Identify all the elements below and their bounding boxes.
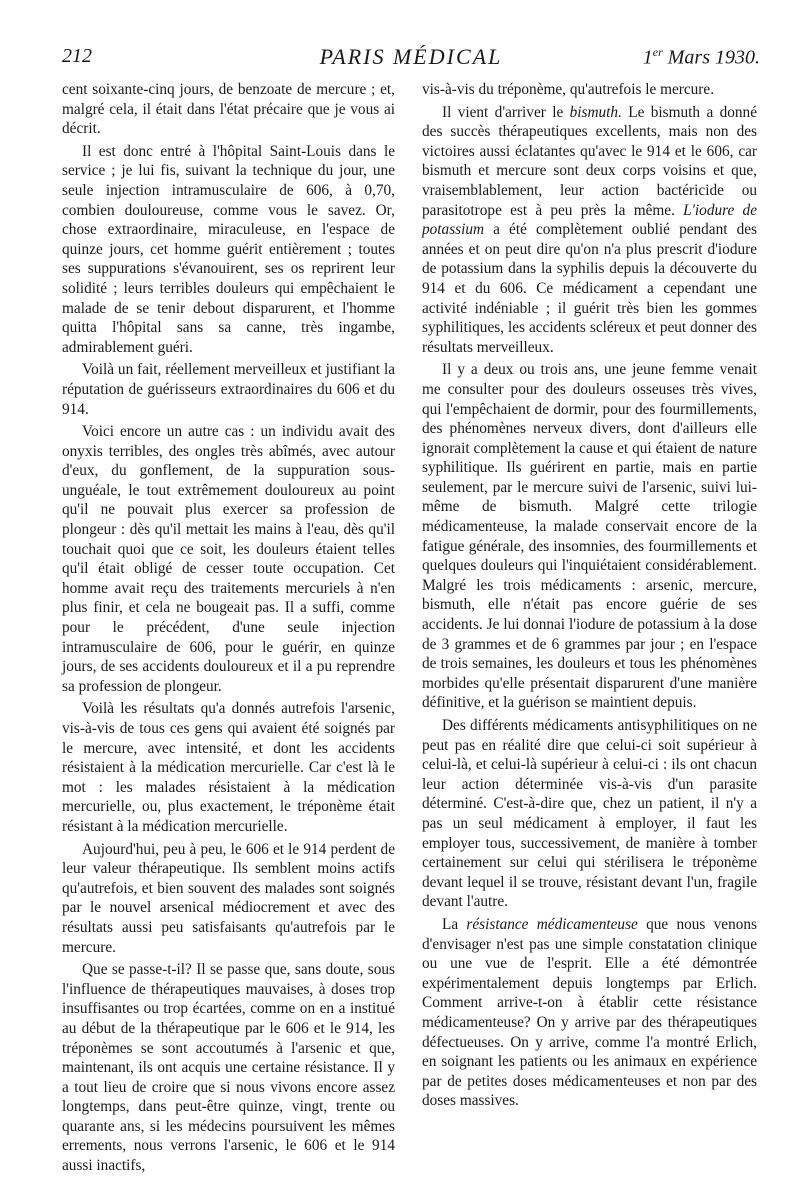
left-paragraph-2: Il est donc entré à l'hôpital Saint-Louis dans le service ; je lui fis, suivant la technique du jour, une seule injection intramusculaire de 606, à 0,70, combien douloureuse, comme vous le savez. Or, chose extraordinaire, miraculeuse, en l'espace de quinze jours, cet homme guérit entièrement ; toutes ses suppurations s'évanouirent, ses os reprirent leur solidité ; leurs terribles douleurs qui empêchaient le malade de se tenir debout disparurent, et l'homme quitta l'hôpital sans sa canne, très ingambe, admirablement guéri.	[62, 142, 395, 356]
left-paragraph-6: Aujourd'hui, peu à peu, le 606 et le 914 perdent de leur valeur thérapeutique. Ils semblent moins actifs qu'autrefois, et bien souvent des malades sont soignés par le nouvel arsenical médiocrement et avec des résultats aussi peu satisfaisants qu'autrefois par le mercure.	[62, 840, 395, 956]
right-paragraph-5-part-a: La	[442, 915, 467, 933]
issue-date-ordinal: 1	[642, 46, 653, 69]
issue-date	[643, 45, 760, 70]
resistance-emphasis: résistance médicamenteuse	[466, 915, 638, 933]
left-paragraph-3: Voilà un fait, réellement merveilleux et justifiant la réputation de guérisseurs extraordinaires du 606 et du 914.	[62, 361, 395, 418]
journal-title: PARIS MÉDICAL	[319, 44, 503, 69]
right-column	[422, 80, 757, 1114]
right-paragraph-5	[422, 915, 757, 1111]
issue-date-rest: Mars 1930.	[662, 46, 760, 69]
right-paragraph-2	[422, 103, 757, 358]
left-column	[62, 80, 395, 1179]
left-paragraph-7: Que se passe-t-il? Il se passe que, sans doute, sous l'influence de thérapeutiques mauvaises, à doses trop insuffisantes ou trop écartées, comme on en a institué au début de la thérapeutique par le 606 et le 914, les tréponèmes se sont accoutumés à l'arsenic et que, maintenant, ils ont acquis une certaine résistance. Il y a tout lieu de croire que si nous vivons encore assez longtemps, dans peut-être quinze, vingt, trente ou quarante ans, si les médecins poursuivent les mêmes errements, nous verrons l'arsenic, le 606 et le 914 aussi inactifs,	[62, 961, 395, 1175]
right-paragraph-2-part-a: Il vient d'arriver le	[442, 103, 570, 121]
right-paragraph-4: Des différents médicaments antisyphilitiques on ne peut pas en réalité dire que celui-ci soit supérieur à celui-là, et celui-là supérieur à celui-ci : ils ont chacun leur action déterminée vis-à-vis d'un parasite déterminé. C'est-à-dire que, chez un patient, il n'y a pas un seul médicament à employer, il faut les employer tous, successivement, de manière à tomber certainement sur celui qui stérilisera le tréponème devant lequel il se trouve, résistant devant l'un, fragile devant l'autre.	[422, 717, 757, 911]
right-paragraph-3: Il y a deux ou trois ans, une jeune femme venait me consulter pour des douleurs osseuses très vives, qui l'empêchaient de dormir, pour des fourmillements, des phénomènes nerveux divers, dont d'ailleurs elle ignorait complètement la cause et qui étaient de nature syphilitique. Ils guérirent en partie, mais en partie seulement, par le mercure suivi de l'arsenic, suivi lui-même de bismuth. Malgré cette trilogie médicamenteuse, la malade conservait encore de la fatigue générale, des insomnies, des fourmillements et quelques douleurs qui l'inquiétaient considérablement. Malgré les trois médicaments : arsenic, mercure, bismuth, elle n'était pas encore guérie de ses accidents. Je lui donnai l'iodure de potassium à la dose de 3 grammes et de 6 grammes par jour ; en l'espace de trois semaines, les douleurs et tous les phénomènes morbides qu'elle présentait disparurent d'une manière définitive, et la guérison se maintient depuis.	[422, 361, 757, 712]
right-paragraph-2-part-c: a été complètement oublié pendant des années et on peut dire qu'on n'a plus prescrit d'iodure de potassium dans la syphilis depuis la découverte du 914 et du 606. Ce médicament a cependant une activité indéniable ; il guérit très bien les gommes syphilitiques, les accidents scléreux et peut donner des résultats merveilleux.	[422, 221, 757, 356]
bismuth-emphasis: bismuth.	[569, 103, 622, 121]
iodure-emphasis: L'iodure de potassium	[422, 201, 757, 239]
right-paragraph-2-part-b: Le bismuth a donné des succès thérapeutiques excellents, mais non des victoires aussi éclatantes qu'avec le 914 et le 606, car bismuth et mercure sont deux corps voisins et que, vraisemblablement, leur action bactéricide ou parasitotrope est à peu près la même.	[422, 103, 757, 219]
page-number: 212	[62, 45, 92, 67]
left-paragraph-5: Voilà les résultats qu'a donnés autrefois l'arsenic, vis-à-vis de tous ces gens qui avaient été soignés par le mercure, avec intensité, et dont les accidents résistaient à la médication mercurielle. Car c'est là le mot : les malades résistaient à la médication mercurielle, ou, plus exactement, le tréponème était résistant à la médication mercurielle.	[62, 700, 395, 835]
running-header	[62, 45, 760, 79]
issue-date-ordinal-sup: er	[652, 45, 663, 59]
left-paragraph-1: cent soixante-cinq jours, de benzoate de mercure ; et, malgré cela, il était dans l'état précaire que je vous ai décrit.	[62, 81, 395, 138]
right-paragraph-1: vis-à-vis du tréponème, qu'autrefois le mercure.	[422, 81, 715, 98]
right-paragraph-5-part-b: que nous venons d'envisager n'est pas une simple constatation clinique ou une vue de l'esprit. Elle a été démontrée expérimentalement depuis longtemps par Erlich. Comment arrive-t-on à établir cette résistance médicamenteuse? On y arrive par des thérapeutiques défectueuses. On y arrive, comme l'a montré Erlich, en soignant les patients ou les animaux en expérience par de petites doses médicamenteuses et non par des doses massives.	[422, 915, 757, 1110]
left-paragraph-4: Voici encore un autre cas : un individu avait des onyxis terribles, des ongles très abîmés, avec autour d'eux, du gonflement, de la suppuration sous-unguéale, le tout extrêmement douloureux au point qu'il ne pouvait plus exercer sa profession de plongeur : dès qu'il mettait les mains à l'eau, dès qu'il touchait quoi que ce soit, les douleurs étaient telles qu'il était obligé de cesser toute occupation. Cet homme avait reçu des traitements mercuriels à n'en plus finir, et cela ne bougeait pas. Il a suffi, comme pour le précédent, d'une seule injection intramusculaire de 606, pour le guérir, en quinze jours, de ses accidents douloureux et il a pu reprendre sa profession de plongeur.	[62, 423, 395, 695]
